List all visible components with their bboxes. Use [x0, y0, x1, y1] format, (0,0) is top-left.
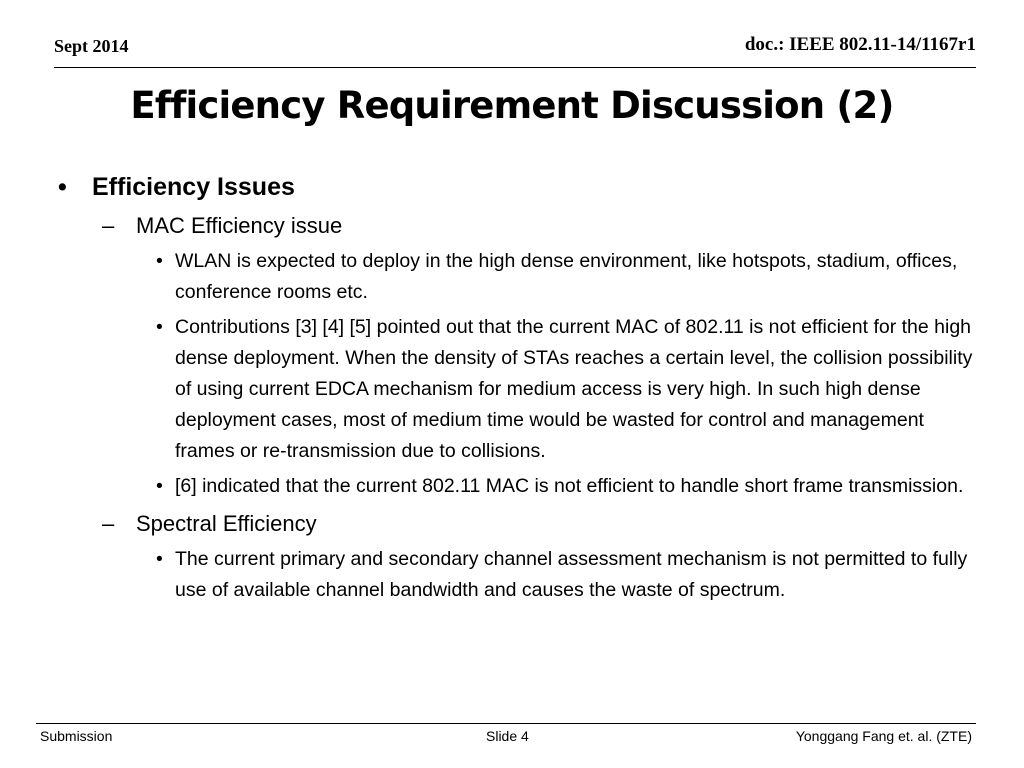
list-item-text: [6] indicated that the current 802.11 MAC is not efficient to handle short frame transmission. [175, 475, 964, 497]
footer-slide-number: Slide 4 [486, 728, 529, 744]
list-item-text: Contributions [3] [4] [5] pointed out that the current MAC of 802.11 is not efficient for the high dense deployment. When the density of STAs reaches a certain level, the collision possibility of using current EDCA mechanism for medium access is very high. In such high dense deployment cases, most of medium time would be wasted for control and management frames or re-transmission due to collisions. [175, 316, 973, 462]
footer-divider [36, 723, 976, 724]
bullet-dot-icon: • [156, 548, 163, 570]
footer-authors: Yonggang Fang et. al. (ZTE) [795, 728, 972, 744]
section-spectral-efficiency [58, 508, 980, 540]
list-item-text: WLAN is expected to deploy in the high dense environment, like hotspots, stadium, offices, conference rooms etc. [175, 250, 958, 303]
header-divider [54, 67, 976, 68]
section-label: Spectral Efficiency [136, 511, 317, 536]
list-item-text: The current primary and secondary channel assessment mechanism is not permitted to fully use of available channel bandwidth and causes the waste of spectrum. [175, 548, 968, 601]
list-item [58, 246, 980, 308]
section-mac-efficiency [58, 210, 980, 242]
bullet-dot-icon: • [156, 250, 163, 272]
slide-body [58, 170, 980, 606]
list-item [58, 544, 980, 606]
heading-text: Efficiency Issues [92, 173, 295, 201]
dash-icon: – [102, 213, 115, 238]
list-item [58, 471, 980, 502]
section-label: MAC Efficiency issue [136, 213, 343, 238]
bullet-dot-icon: • [156, 316, 163, 338]
slide-title: Efficiency Requirement Discussion (2) [130, 84, 894, 127]
bullet-dot-icon: • [58, 173, 67, 201]
header-doc-id: doc.: IEEE 802.11-14/1167r1 [744, 34, 976, 55]
bullet-heading [58, 170, 980, 204]
list-item [58, 312, 980, 467]
footer-submission: Submission [40, 728, 113, 744]
header-date: Sept 2014 [54, 36, 129, 56]
bullet-dot-icon: • [156, 475, 163, 497]
dash-icon: – [102, 511, 115, 536]
